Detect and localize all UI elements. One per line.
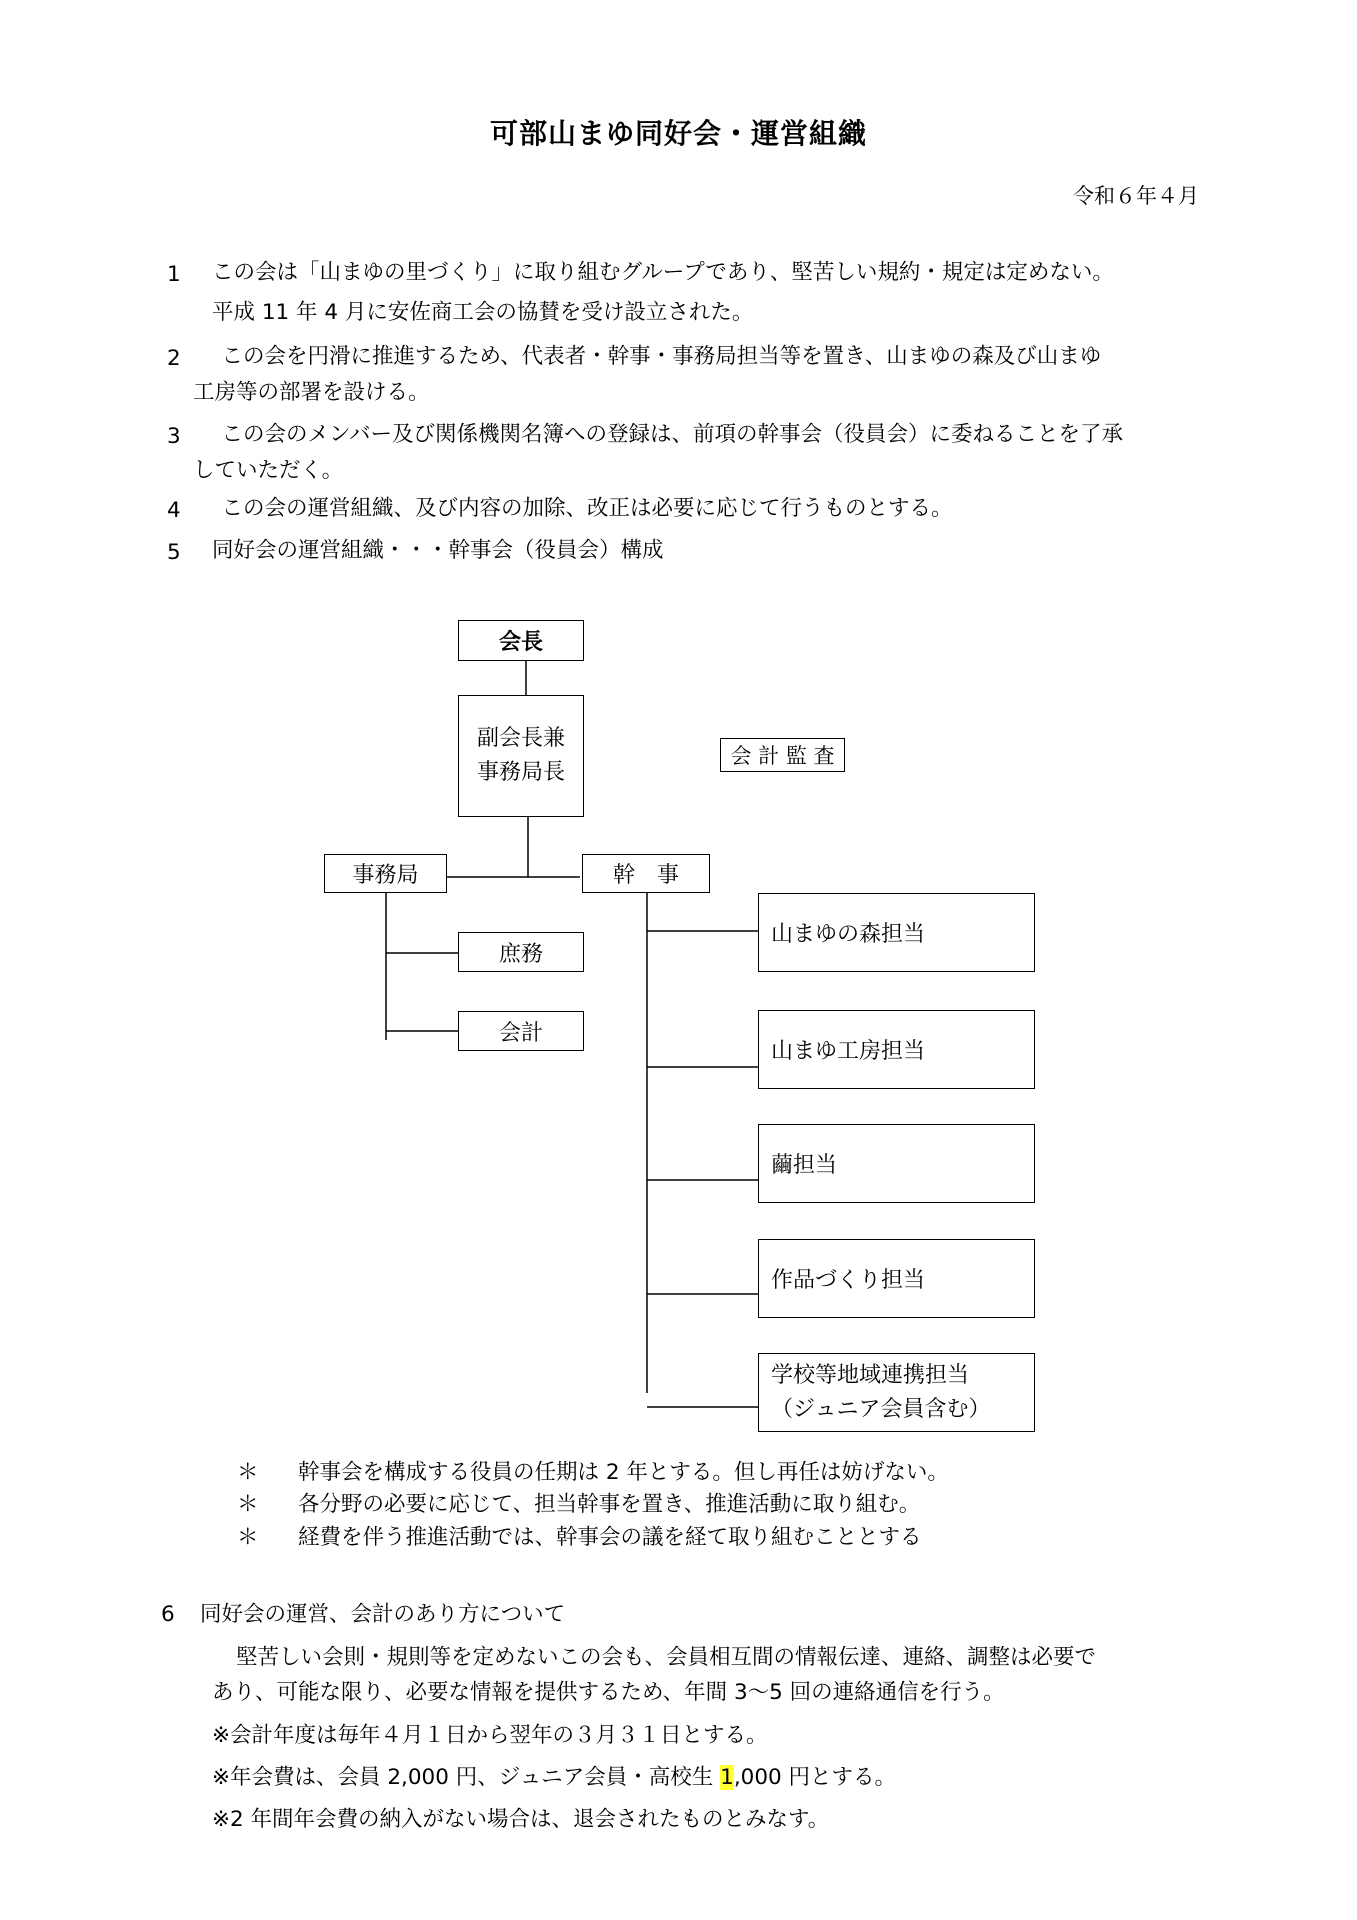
item-number: 1 — [167, 262, 181, 287]
school-liaison-box — [758, 1353, 1035, 1432]
annual-fee-note — [212, 1763, 896, 1793]
item-number: 2 — [167, 346, 181, 371]
note-mark: ＊ — [237, 1492, 259, 1517]
general-affairs-box: 庶務 — [458, 932, 584, 972]
president-box: 会長 — [458, 620, 584, 661]
vice-president-box — [458, 695, 584, 817]
page-title: 可部山まゆ同好会・運営組織 — [489, 117, 867, 150]
item-number: 5 — [167, 540, 181, 565]
school-liaison-title: 学校等地域連携担当 — [771, 1362, 970, 1388]
item-text: していただく。 — [193, 458, 344, 483]
junior-member-note: （ジュニア会員含む） — [771, 1396, 991, 1422]
item-number: 3 — [167, 424, 181, 449]
note-text: 各分野の必要に応じて、担当幹事を置き、推進活動に取り組む。 — [298, 1492, 921, 1517]
item-text: この会の運営組織、及び内容の加除、改正は必要に応じて行うものとする。 — [200, 496, 953, 521]
section-number: 6 — [161, 1602, 175, 1627]
note-mark: ＊ — [237, 1460, 259, 1485]
item-text: この会のメンバー及び関係機関名簿への登録は、前項の幹事会（役員会）に委ねることを了承 — [200, 422, 1123, 447]
secretary-general-title: 事務局長 — [476, 760, 565, 785]
accounting-box: 会計 — [458, 1011, 584, 1051]
item-text: 同好会の運営組織・・・幹事会（役員会）構成 — [212, 538, 664, 563]
section-heading: 同好会の運営、会計のあり方について — [200, 1602, 566, 1627]
withdrawal-note: ※2 年間年会費の納入がない場合は、退会されたものとみなす。 — [212, 1807, 830, 1832]
section-paragraph: 堅苦しい会則・規則等を定めないこの会も、会員相互間の情報伝達、連絡、調整は必要で — [236, 1645, 1097, 1670]
annual-fee-text: ※年会費は、会員 2,000 円、ジュニア会員・高校生 — [212, 1765, 721, 1790]
item-text: 平成 11 年 4 月に安佐商工会の協賛を受け設立された。 — [212, 300, 754, 325]
note-text: 経費を伴う推進活動では、幹事会の議を経て取り組むこととする — [298, 1525, 922, 1550]
highlighted-digit: 1 — [720, 1765, 734, 1790]
item-text: 工房等の部署を設ける。 — [193, 380, 430, 405]
secretariat-box: 事務局 — [324, 854, 447, 893]
directors-box: 幹 事 — [582, 854, 710, 893]
vice-president-title: 副会長兼 — [476, 726, 565, 751]
item-text: この会は「山まゆの里づくり」に取り組むグループであり、堅苦しい規約・規定は定めない。 — [212, 260, 1114, 285]
role-box: 繭担当 — [758, 1124, 1035, 1203]
role-box: 山まゆの森担当 — [758, 893, 1035, 972]
audit-box: 会 計 監 査 — [720, 738, 845, 772]
document-date: 令和６年４月 — [1073, 184, 1199, 208]
note-mark: ＊ — [237, 1525, 259, 1550]
note-text: 幹事会を構成する役員の任期は 2 年とする。但し再任は妨げない。 — [298, 1460, 949, 1485]
section-paragraph: あり、可能な限り、必要な情報を提供するため、年間 3～5 回の連絡通信を行う。 — [212, 1680, 1005, 1705]
item-text: この会を円滑に推進するため、代表者・幹事・事務局担当等を置き、山まゆの森及び山まゆ — [200, 344, 1102, 369]
fiscal-year-note: ※会計年度は毎年４月１日から翌年の３月３１日とする。 — [212, 1723, 768, 1748]
role-box: 山まゆ工房担当 — [758, 1010, 1035, 1089]
annual-fee-text-end: ,000 円とする。 — [733, 1765, 897, 1790]
role-box: 作品づくり担当 — [758, 1239, 1035, 1318]
item-number: 4 — [167, 498, 181, 523]
